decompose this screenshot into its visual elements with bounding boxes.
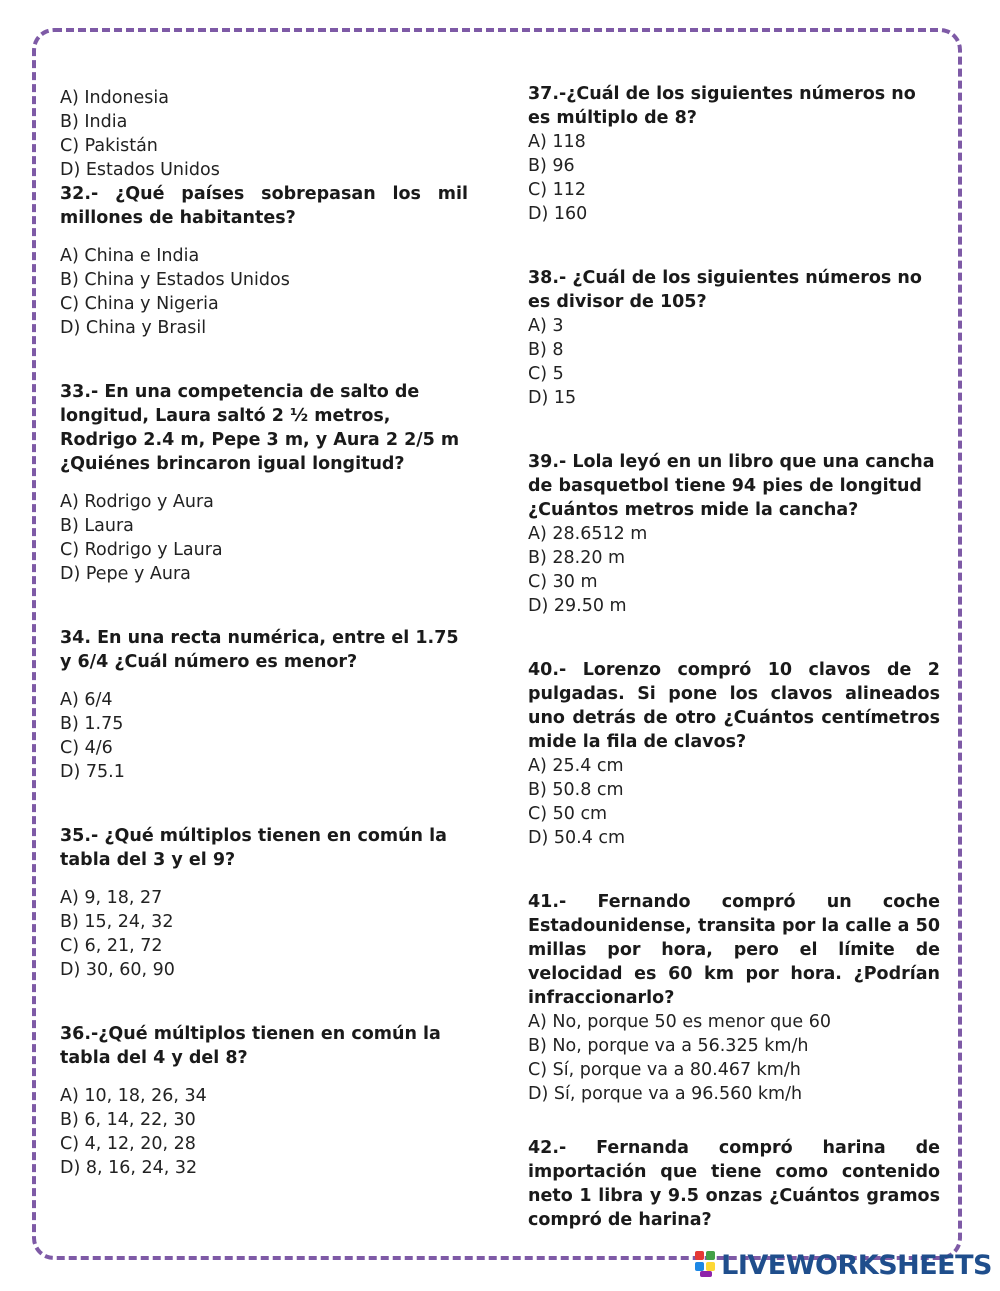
logo-blocks-icon — [695, 1251, 717, 1279]
right-column — [528, 82, 940, 1232]
option[interactable]: D) 30, 60, 90 — [60, 960, 175, 980]
option[interactable]: B) 8 — [528, 340, 564, 360]
option[interactable]: A) 3 — [528, 316, 564, 336]
question-39 — [528, 450, 940, 618]
option[interactable]: D) Pepe y Aura — [60, 564, 191, 584]
option[interactable]: D) 29.50 m — [528, 596, 627, 616]
question-text: 37.-¿Cuál de los siguientes números no es múltiplo de 8? — [528, 84, 916, 128]
question-38 — [528, 266, 940, 410]
option[interactable]: D) Estados Unidos — [60, 160, 220, 180]
question-42 — [528, 1136, 940, 1232]
option[interactable]: A) 28.6512 m — [528, 524, 648, 544]
option[interactable]: B) 6, 14, 22, 30 — [60, 1110, 196, 1130]
logo-text: LIVEWORKSHEETS — [721, 1249, 992, 1281]
option[interactable]: C) Rodrigo y Laura — [60, 540, 223, 560]
left-column — [60, 86, 468, 1180]
question-text: 41.- Fernando compró un coche Estadounidense, transita por la calle a 50 millas por hora, pero el límite de velocidad es 60 km por hora. ¿Podrían infraccionarlo? — [528, 892, 940, 1008]
option[interactable]: C) 4, 12, 20, 28 — [60, 1134, 196, 1154]
question-text: 42.- Fernanda compró harina de importación que tiene como contenido neto 1 libra y 9.5 onzas ¿Cuántos gramos compró de harina? — [528, 1138, 940, 1230]
option[interactable]: C) 6, 21, 72 — [60, 936, 163, 956]
option[interactable]: D) 50.4 cm — [528, 828, 626, 848]
option[interactable]: A) Indonesia — [60, 88, 169, 108]
question-34 — [60, 626, 468, 784]
question-32 — [60, 182, 468, 340]
question-41 — [528, 890, 940, 1106]
option[interactable]: A) 25.4 cm — [528, 756, 624, 776]
question-text: 38.- ¿Cuál de los siguientes números no es divisor de 105? — [528, 268, 922, 312]
question-40 — [528, 658, 940, 850]
option[interactable]: A) 6/4 — [60, 690, 113, 710]
option[interactable]: C) China y Nigeria — [60, 294, 219, 314]
option[interactable]: B) 96 — [528, 156, 575, 176]
option[interactable]: D) 8, 16, 24, 32 — [60, 1158, 198, 1178]
option[interactable]: B) India — [60, 112, 128, 132]
option[interactable]: D) 75.1 — [60, 762, 125, 782]
option[interactable]: B) Laura — [60, 516, 134, 536]
question-text: 34. En una recta numérica, entre el 1.75 y 6/4 ¿Cuál número es menor? — [60, 628, 459, 672]
option[interactable]: B) No, porque va a 56.325 km/h — [528, 1036, 809, 1056]
question-36 — [60, 1022, 468, 1180]
option[interactable]: C) Sí, porque va a 80.467 km/h — [528, 1060, 801, 1080]
option[interactable]: C) 50 cm — [528, 804, 608, 824]
question-text: 40.- Lorenzo compró 10 clavos de 2 pulgadas. Si pone los clavos alineados uno detrás de otro ¿Cuántos centímetros mide la fila de clavos? — [528, 660, 940, 752]
option[interactable]: C) 112 — [528, 180, 587, 200]
question-text: 39.- Lola leyó en un libro que una cancha de basquetbol tiene 94 pies de longitud ¿Cuántos metros mide la cancha? — [528, 452, 935, 520]
option[interactable]: B) China y Estados Unidos — [60, 270, 290, 290]
question-37 — [528, 82, 940, 226]
option[interactable]: D) China y Brasil — [60, 318, 207, 338]
option[interactable]: B) 1.75 — [60, 714, 124, 734]
liveworksheets-logo — [695, 1249, 992, 1281]
question-text: 32.- ¿Qué países sobrepasan los mil millones de habitantes? — [60, 184, 468, 228]
option[interactable]: A) No, porque 50 es menor que 60 — [528, 1012, 831, 1032]
option[interactable]: A) 10, 18, 26, 34 — [60, 1086, 207, 1106]
question-31-options — [60, 86, 468, 182]
option[interactable]: A) Rodrigo y Aura — [60, 492, 214, 512]
option[interactable]: C) Pakistán — [60, 136, 158, 156]
question-text: 33.- En una competencia de salto de longitud, Laura saltó 2 ½ metros, Rodrigo 2.4 m, Pepe 3 m, y Aura 2 2/5 m ¿Quiénes brincaron igual longitud? — [60, 382, 460, 474]
option[interactable]: D) 160 — [528, 204, 588, 224]
option[interactable]: C) 30 m — [528, 572, 598, 592]
option[interactable]: D) Sí, porque va a 96.560 km/h — [528, 1084, 803, 1104]
option[interactable]: A) 118 — [528, 132, 586, 152]
option[interactable]: C) 4/6 — [60, 738, 113, 758]
option[interactable]: D) 15 — [528, 388, 577, 408]
option[interactable]: C) 5 — [528, 364, 564, 384]
question-35 — [60, 824, 468, 982]
option[interactable]: B) 50.8 cm — [528, 780, 624, 800]
question-33 — [60, 380, 468, 586]
question-text: 35.- ¿Qué múltiplos tienen en común la tabla del 3 y el 9? — [60, 826, 447, 870]
option[interactable]: A) 9, 18, 27 — [60, 888, 163, 908]
option[interactable]: A) China e India — [60, 246, 200, 266]
option[interactable]: B) 28.20 m — [528, 548, 626, 568]
question-text: 36.-¿Qué múltiplos tienen en común la tabla del 4 y del 8? — [60, 1024, 441, 1068]
option[interactable]: B) 15, 24, 32 — [60, 912, 174, 932]
